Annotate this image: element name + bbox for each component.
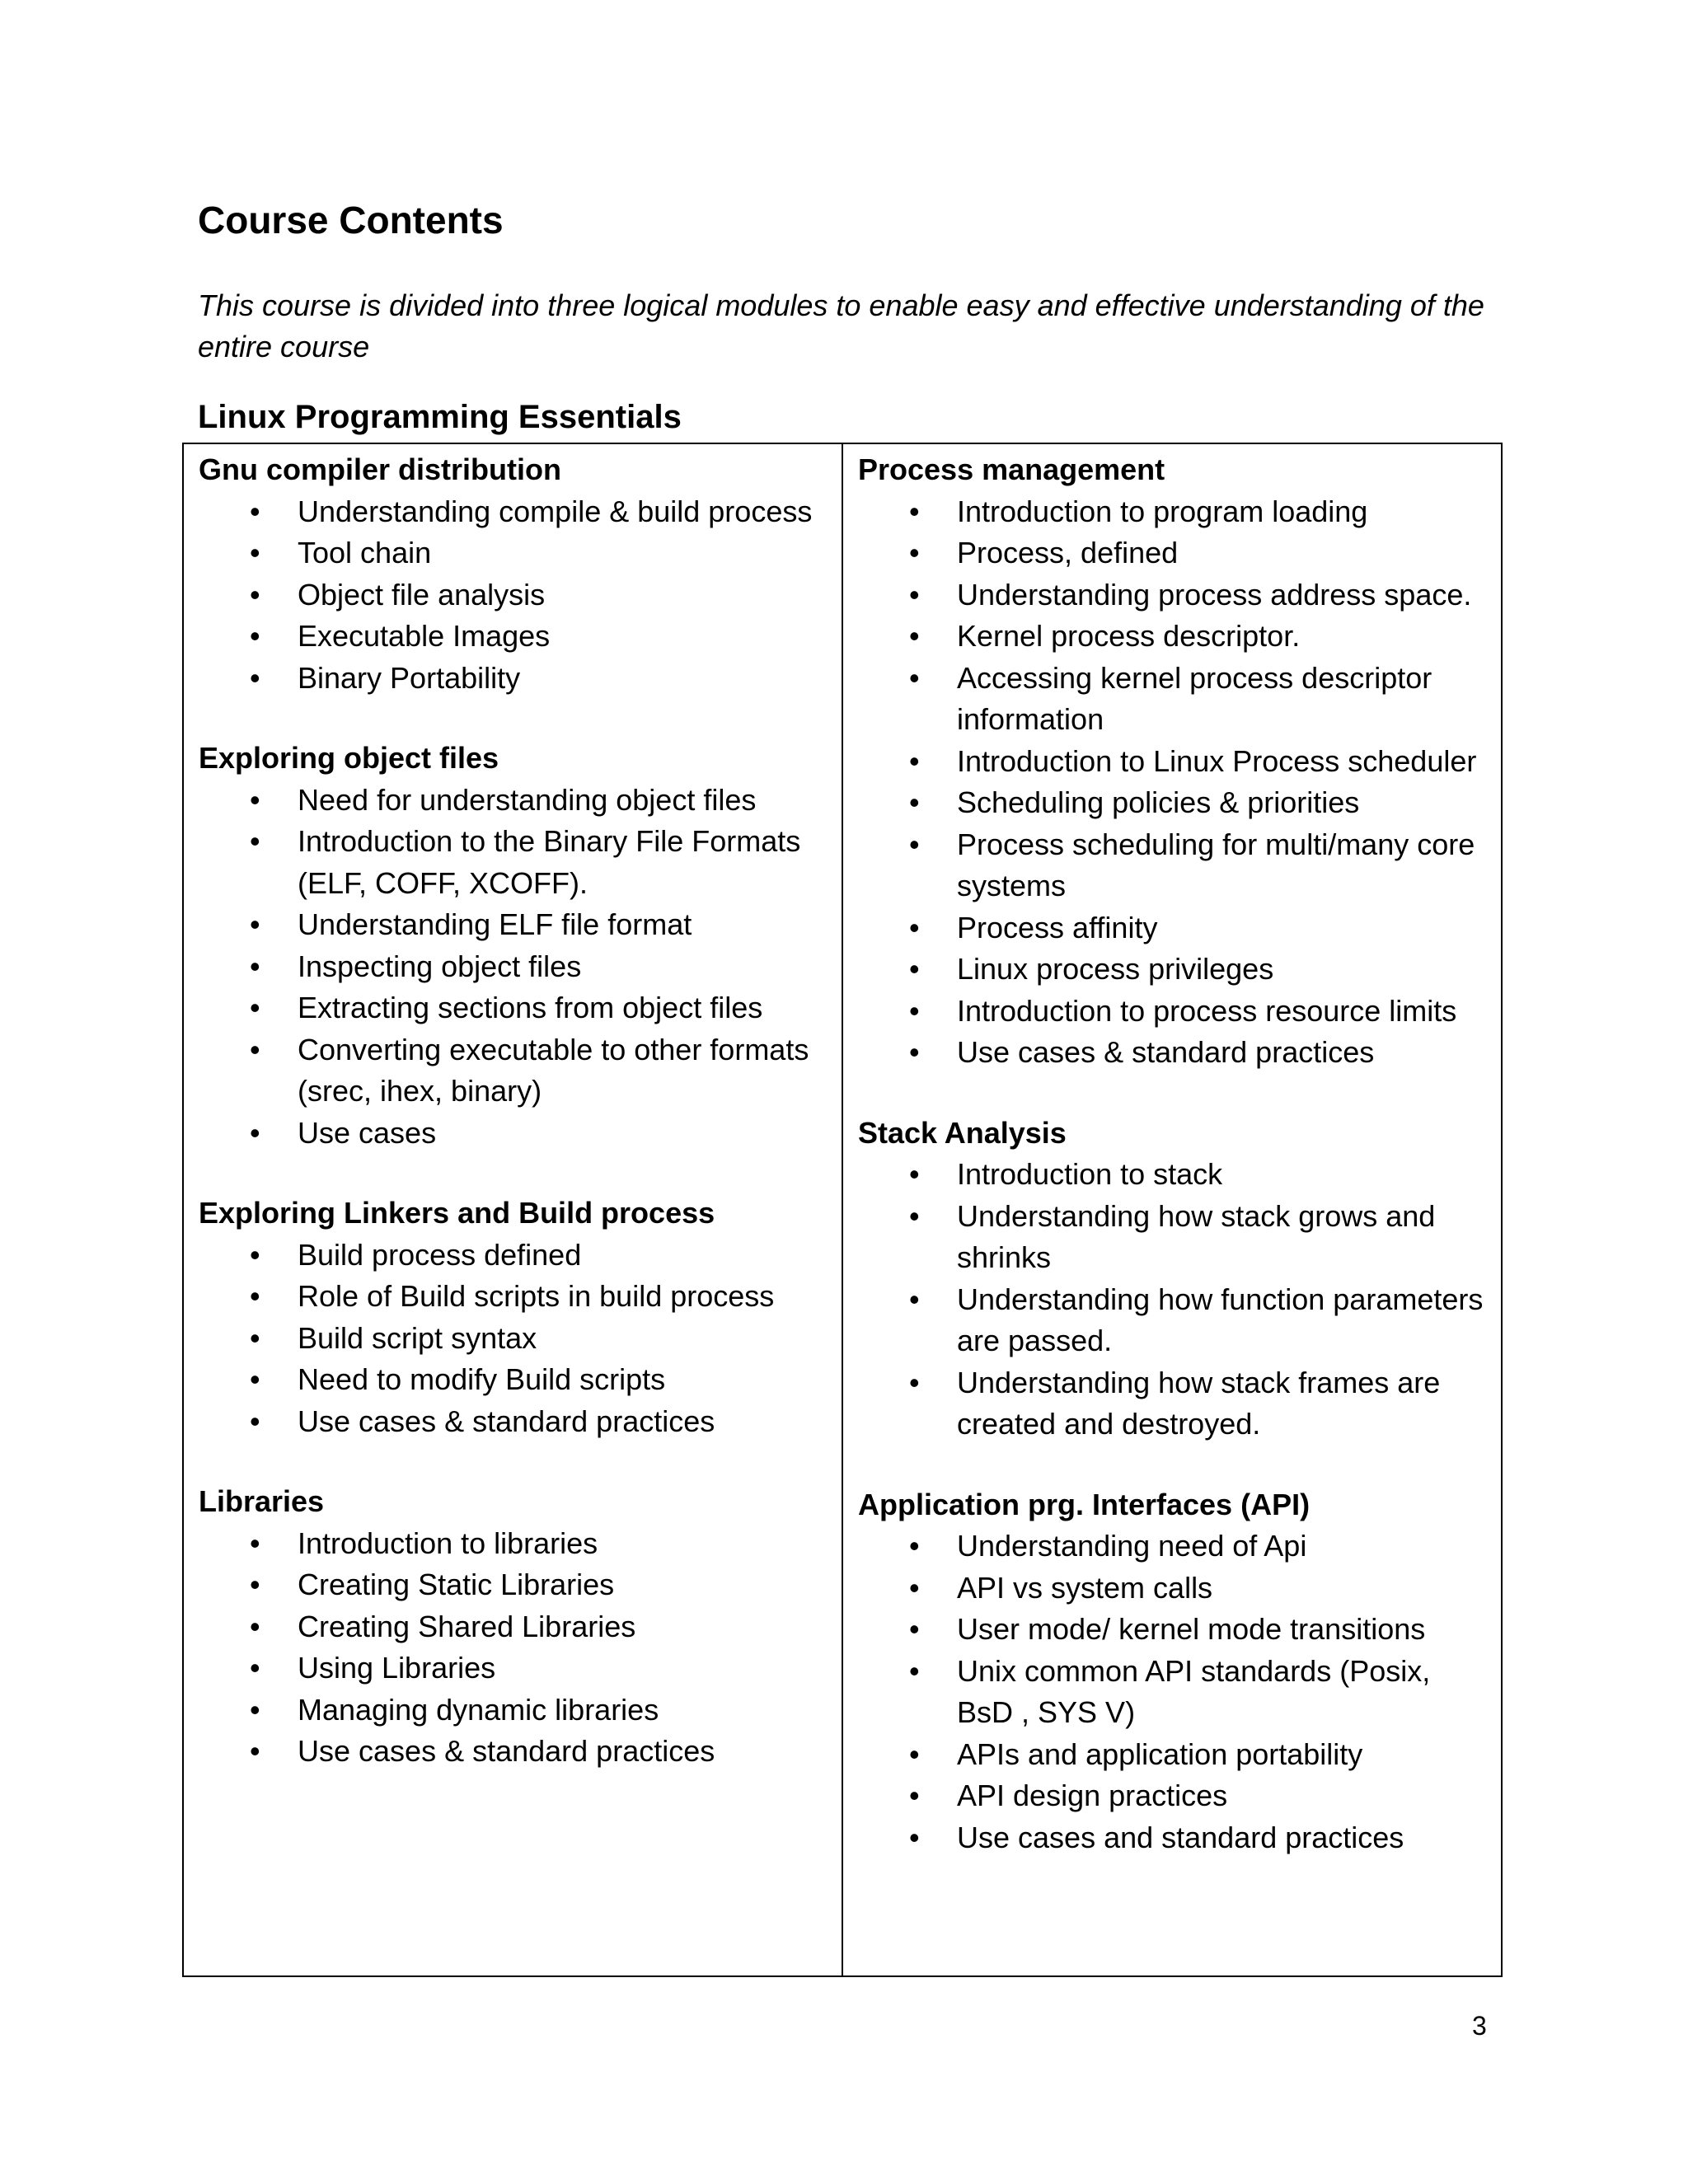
- topic-list: [199, 491, 830, 700]
- topic-item: • APIs and application portability: [858, 1734, 1489, 1776]
- topic-item: • Converting executable to other formats (srec, ihex, binary): [199, 1029, 830, 1113]
- topic-item: • Understanding compile & build process: [199, 491, 830, 533]
- topic-item: • Inspecting object files: [199, 946, 830, 988]
- topic-item: • Understanding how stack frames are created and destroyed.: [858, 1362, 1489, 1446]
- topic-item: • Extracting sections from object files: [199, 987, 830, 1029]
- section-heading: Stack Analysis: [858, 1115, 1067, 1150]
- topic-item: • Introduction to stack: [858, 1154, 1489, 1196]
- intro-text: This course is divided into three logical modules to enable easy and effective understanding of the entire course: [198, 288, 1484, 363]
- section-heading: Libraries: [199, 1484, 325, 1518]
- topic-item: • Build script syntax: [199, 1318, 830, 1360]
- section-heading: Exploring Linkers and Build process: [199, 1196, 715, 1230]
- course-section: [858, 1113, 1489, 1446]
- course-section: [858, 449, 1489, 1074]
- topic-item: • Process scheduling for multi/many core systems: [858, 824, 1489, 907]
- topic-item: • Build process defined: [199, 1235, 830, 1277]
- course-section: [199, 449, 830, 699]
- topic-item: • Accessing kernel process descriptor information: [858, 658, 1489, 741]
- topic-item: • Understanding need of Api: [858, 1526, 1489, 1568]
- topic-list: [858, 1154, 1489, 1446]
- topic-item: • Kernel process descriptor.: [858, 616, 1489, 658]
- course-section: [858, 1484, 1489, 1859]
- page-title: Course Contents: [198, 199, 504, 241]
- topic-item: • User mode/ kernel mode transitions: [858, 1609, 1489, 1651]
- topic-item: • Understanding how stack grows and shrinks: [858, 1196, 1489, 1279]
- topic-item: • Need for understanding object files: [199, 780, 830, 822]
- topic-item: • Using Libraries: [199, 1647, 830, 1690]
- course-table: [182, 443, 1503, 1977]
- topic-item: • Process affinity: [858, 907, 1489, 949]
- topic-item: • API vs system calls: [858, 1568, 1489, 1610]
- topic-list: [858, 491, 1489, 1074]
- topic-item: • Use cases & standard practices: [858, 1032, 1489, 1074]
- course-section: [199, 1193, 830, 1442]
- topic-item: • Managing dynamic libraries: [199, 1690, 830, 1732]
- right-column: [843, 444, 1501, 1975]
- topic-item: • Linux process privileges: [858, 949, 1489, 991]
- topic-item: • Use cases and standard practices: [858, 1817, 1489, 1859]
- topic-item: • Scheduling policies & priorities: [858, 782, 1489, 824]
- topic-item: • Need to modify Build scripts: [199, 1359, 830, 1401]
- section-heading: Exploring object files: [199, 741, 499, 775]
- section-heading: Application prg. Interfaces (API): [858, 1487, 1311, 1521]
- topic-item: • Object file analysis: [199, 574, 830, 616]
- course-section: [199, 738, 830, 1154]
- topic-list: [199, 780, 830, 1155]
- left-column: [184, 444, 843, 1975]
- topic-item: • Tool chain: [199, 532, 830, 574]
- topic-item: • Role of Build scripts in build process: [199, 1276, 830, 1318]
- topic-item: • Use cases: [199, 1113, 830, 1155]
- topic-item: • Unix common API standards (Posix, BsD , SYS V): [858, 1651, 1489, 1734]
- section-heading: Gnu compiler distribution: [199, 452, 561, 486]
- topic-item: • Creating Shared Libraries: [199, 1606, 830, 1648]
- course-section: [199, 1481, 830, 1773]
- topic-item: • Introduction to libraries: [199, 1523, 830, 1565]
- topic-item: • Process, defined: [858, 532, 1489, 574]
- topic-list: [199, 1523, 830, 1773]
- topic-item: • Understanding process address space.: [858, 574, 1489, 616]
- topic-item: • Binary Portability: [199, 658, 830, 700]
- topic-item: • Introduction to program loading: [858, 491, 1489, 533]
- topic-list: [858, 1526, 1489, 1858]
- section-heading: Process management: [858, 452, 1165, 486]
- module-title: Linux Programming Essentials: [198, 399, 682, 435]
- topic-item: • Creating Static Libraries: [199, 1564, 830, 1606]
- topic-item: • Introduction to Linux Process scheduler: [858, 741, 1489, 783]
- topic-list: [199, 1235, 830, 1443]
- topic-item: • Introduction to the Binary File Formats (ELF, COFF, XCOFF).: [199, 821, 830, 904]
- topic-item: • Understanding ELF file format: [199, 904, 830, 946]
- topic-item: • Understanding how function parameters are passed.: [858, 1279, 1489, 1362]
- page-number: 3: [1472, 2011, 1487, 2041]
- topic-item: • Executable Images: [199, 616, 830, 658]
- topic-item: • Introduction to process resource limits: [858, 991, 1489, 1033]
- topic-item: • Use cases & standard practices: [199, 1731, 830, 1773]
- topic-item: • Use cases & standard practices: [199, 1401, 830, 1443]
- topic-item: • API design practices: [858, 1775, 1489, 1817]
